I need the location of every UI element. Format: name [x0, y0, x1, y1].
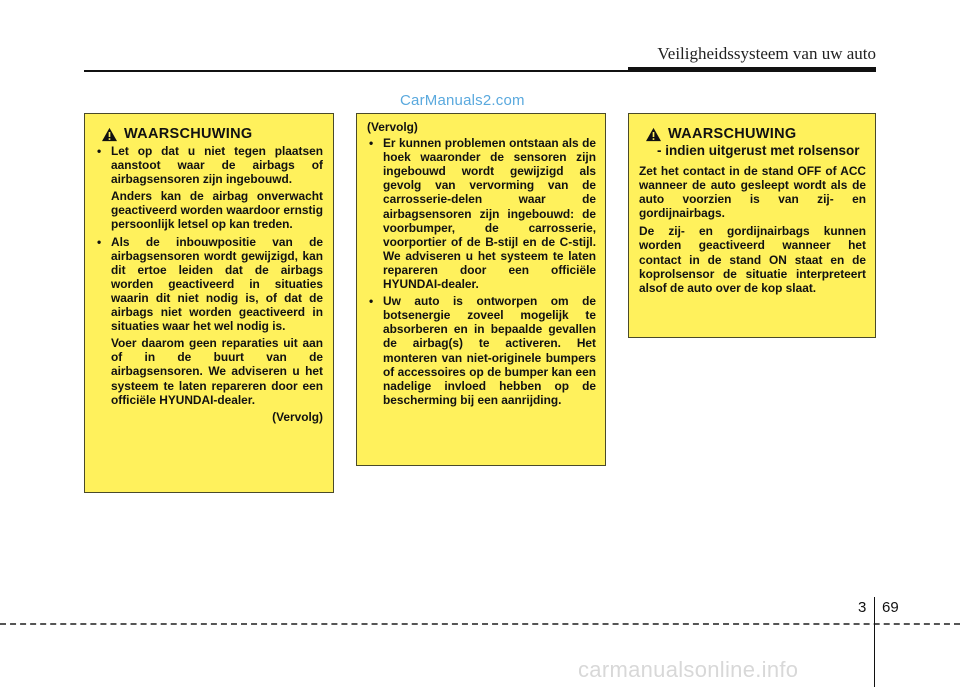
watermark-link[interactable]: CarManuals2.com — [400, 92, 525, 109]
page-number: 69 — [882, 599, 899, 616]
warning-triangle-icon — [645, 127, 662, 142]
bullet-text: • Er kunnen problemen ontstaan als de hoek waaronder de sensoren zijn ingebouwd wordt gewijzigd als gevolg van vervorming van de carrosserie-delen waar de airbagsensoren zijn ingebouwd: de voorbumper, de carrosserie, voorportier of de B-stijl en de C-stijl. We adviseren u het systeem te laten repareren door een officiële HYUNDAI-dealer. — [383, 136, 596, 292]
watermark-footer: carmanualsonline.info — [578, 657, 799, 682]
chapter-number: 3 — [858, 599, 867, 616]
warning-triangle-icon — [101, 127, 118, 142]
footer-rule — [0, 623, 960, 625]
warning-heading — [645, 126, 866, 142]
warning-heading — [101, 126, 323, 142]
paragraph-text: Anders kan de airbag onverwacht geactiveerd worden waardoor ernstig persoonlijk letsel op kan treden. — [111, 189, 323, 232]
warning-title: WAARSCHUWING — [668, 126, 797, 142]
paragraph-text: Zet het contact in de stand OFF of ACC wanneer de auto gesleept wordt als de auto voorzien is van zij- en gordijnairbags. — [639, 164, 866, 221]
list-item — [95, 235, 323, 407]
paragraph-text: Voer daarom geen reparaties uit aan of in de buurt van de airbagsensoren. We adviseren u het systeem te laten repareren door een officiële HYUNDAI-dealer. — [111, 336, 323, 407]
bullet-text: • Uw auto is ontworpen om de botsenergie zoveel mogelijk te absorberen en in bepaalde gevallen de airbag(s) te activeren. Het monteren van niet-originele bumpers of accessoires op de bumper kan een nadelige invloed hebben op de bescherming bij een aanrijding. — [383, 294, 596, 407]
bullet-text: • Let op dat u niet tegen plaatsen aanstoot waar de airbags of airbagsensoren zijn ingebouwd. — [111, 144, 323, 187]
warning-subheading: - indien uitgerust met rolsensor — [657, 143, 860, 158]
warning-box-airbag-sensors — [84, 113, 334, 493]
list-item — [367, 136, 596, 291]
continued-label: (Vervolg) — [272, 409, 323, 424]
warning-title: WAARSCHUWING — [124, 126, 253, 142]
warning-box-rollover-sensor — [628, 113, 876, 338]
list-item — [367, 294, 596, 407]
header-rule-accent — [628, 67, 876, 72]
paragraph-text: De zij- en gordijnairbags kunnen worden geactiveerd wanneer het contact in de stand ON staat en de koprolsensor de situatie interpreteert alsof de auto over de kop slaat. — [639, 224, 866, 295]
page-number-divider — [874, 597, 875, 687]
list-item — [95, 144, 323, 232]
page-header-title: Veiligheidssysteem van uw auto — [657, 44, 876, 63]
warning-box-continued — [356, 113, 606, 466]
bullet-text: • Als de inbouwpositie van de airbagsensoren wordt gewijzigd, kan dit ertoe leiden dat de airbags worden geactiveerd in situaties waarin dit niet nodig is, of dat de airbags niet worden geactiveerd in situaties waar het wel nodig is. — [111, 234, 323, 334]
continued-from-label: (Vervolg) — [367, 120, 418, 134]
